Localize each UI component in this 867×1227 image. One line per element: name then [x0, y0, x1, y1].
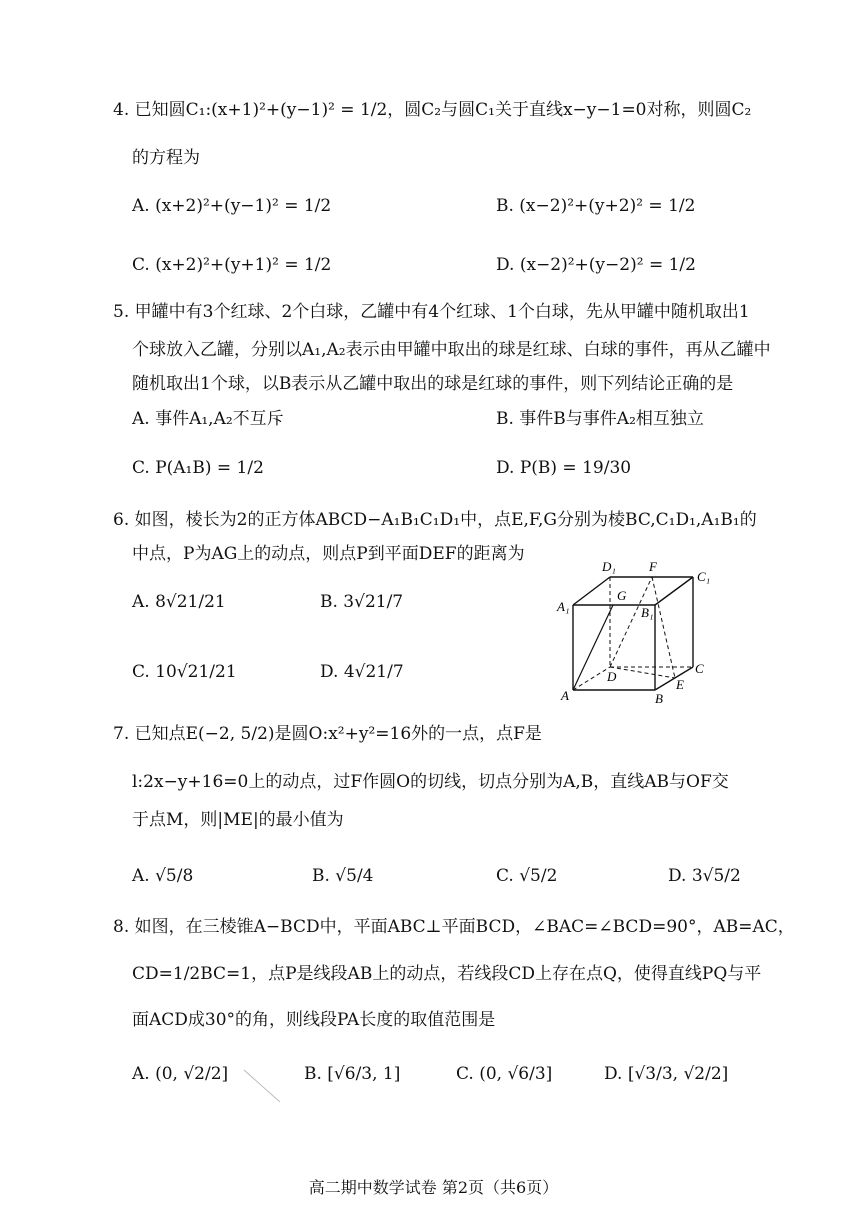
q5-option-d: D. P(B) = 19/30	[496, 458, 632, 478]
q6-stem-line2: 中点，P为AG上的动点，则点P到平面DEF的距离为	[132, 544, 525, 564]
q5-stem-line3: 随机取出1个球，以B表示从乙罐中取出的球是红球的事件，则下列结论正确的是	[132, 374, 734, 394]
label-g: G	[617, 588, 627, 603]
q4-option-b: B. (x−2)²+(y+2)² = 1/2	[496, 196, 696, 216]
stray-pencil-mark	[240, 1060, 290, 1110]
q7-option-b: B. √5/4	[312, 866, 374, 886]
q6-option-a: A. 8√21/21	[132, 592, 226, 612]
q6-stem-line1: 6. 如图，棱长为2的正方体ABCD−A₁B₁C₁D₁中，点E,F,G分别为棱BC,C₁D₁,A₁B₁的	[113, 510, 757, 530]
label-c1: C₁	[697, 569, 711, 584]
label-c: C	[695, 661, 704, 676]
q8-option-b: B. [√6/3, 1]	[304, 1064, 401, 1084]
q5-option-a: A. 事件A₁,A₂不互斥	[132, 409, 284, 429]
q6-option-c: C. 10√21/21	[132, 662, 237, 682]
q6-cube-figure	[555, 555, 715, 705]
q7-stem-line3: 于点M，则|ME|的最小值为	[132, 810, 344, 830]
label-f: F	[649, 559, 657, 574]
q7-option-d: D. 3√5/2	[668, 866, 741, 886]
q7-stem-line1: 7. 已知点E(−2, 5/2)是圆O:x²+y²=16外的一点，点F是	[113, 724, 542, 744]
q5-stem-line2: 个球放入乙罐，分别以A₁,A₂表示由甲罐中取出的球是红球、白球的事件，再从乙罐中	[132, 340, 771, 360]
q8-option-c: C. (0, √6/3]	[456, 1064, 553, 1084]
label-d1: D₁	[602, 559, 616, 574]
q4-option-c: C. (x+2)²+(y+1)² = 1/2	[132, 255, 332, 275]
label-a1: A₁	[557, 599, 570, 614]
q7-option-c: C. √5/2	[496, 866, 558, 886]
label-e: E	[676, 677, 684, 692]
q7-option-a: A. √5/8	[132, 866, 194, 886]
q8-option-a: A. (0, √2/2]	[132, 1064, 229, 1084]
q8-stem-line2: CD=1/2BC=1，点P是线段AB上的动点，若线段CD上存在点Q，使得直线PQ与平	[132, 964, 762, 984]
q4-stem-line2: 的方程为	[132, 148, 200, 168]
q6-option-b: B. 3√21/7	[320, 592, 404, 612]
q8-stem-line3: 面ACD成30°的角，则线段PA长度的取值范围是	[132, 1010, 496, 1030]
q5-option-c: C. P(A₁B) = 1/2	[132, 458, 264, 478]
q5-stem-line1: 5. 甲罐中有3个红球、2个白球，乙罐中有4个红球、1个白球，先从甲罐中随机取出1	[113, 302, 750, 322]
q7-stem-line2: l:2x−y+16=0上的动点，过F作圆O的切线，切点分别为A,B，直线AB与OF交	[132, 772, 729, 792]
q8-stem-line1: 8. 如图，在三棱锥A−BCD中，平面ABC⊥平面BCD，∠BAC=∠BCD=90°，AB=AC，	[113, 917, 795, 937]
q4-option-a: A. (x+2)²+(y−1)² = 1/2	[132, 196, 332, 216]
label-b: B	[655, 691, 663, 705]
label-d: D	[607, 669, 617, 684]
label-b1: B₁	[641, 605, 654, 620]
q8-option-d: D. [√3/3, √2/2]	[604, 1064, 729, 1084]
label-a: A	[561, 688, 569, 703]
page-footer: 高二期中数学试卷 第2页（共6页）	[308, 1178, 559, 1197]
q4-option-d: D. (x−2)²+(y−2)² = 1/2	[496, 255, 696, 275]
q5-option-b: B. 事件B与事件A₂相互独立	[496, 409, 704, 429]
q4-stem-line1: 4. 已知圆C₁:(x+1)²+(y−1)² = 1/2，圆C₂与圆C₁关于直线x−y−1=0对称，则圆C₂	[113, 100, 752, 120]
q6-option-d: D. 4√21/7	[320, 662, 404, 682]
